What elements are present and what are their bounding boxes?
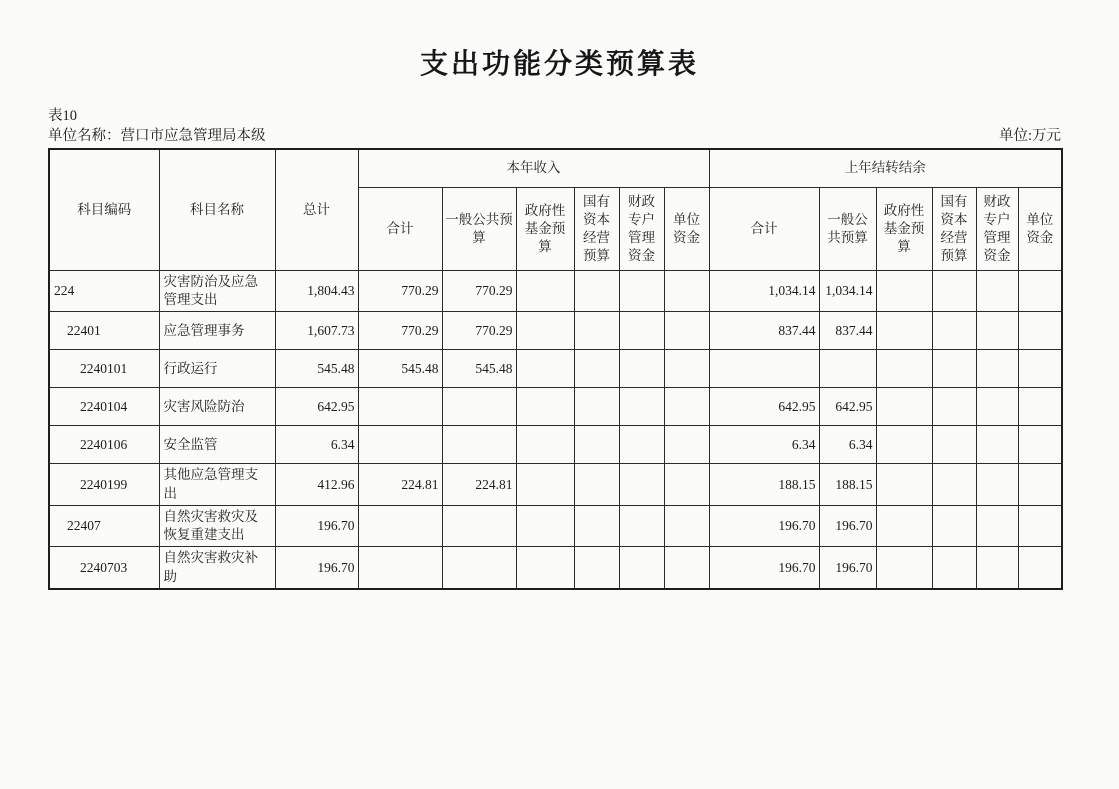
header-current-gov-fund-budget: 政府性基金预算: [516, 188, 574, 271]
header-group-prior-year-carryover: 上年结转结余: [709, 149, 1062, 188]
value-cell: 6.34: [709, 426, 819, 464]
value-cell: 545.48: [275, 350, 358, 388]
document-title: 支出功能分类预算表: [419, 49, 699, 80]
value-cell: [619, 426, 664, 464]
subject-code-cell: 2240104: [49, 388, 159, 426]
value-cell: [442, 388, 516, 426]
value-cell: [1018, 388, 1062, 426]
value-cell: [664, 350, 709, 388]
subject-code-cell: 22407: [49, 505, 159, 546]
value-cell: [1018, 547, 1062, 589]
value-cell: [442, 505, 516, 546]
value-cell: [574, 350, 619, 388]
subject-name-cell: 行政运行: [159, 350, 275, 388]
value-cell: 188.15: [819, 464, 876, 505]
value-cell: [819, 350, 876, 388]
value-cell: 412.96: [275, 464, 358, 505]
table-row: [49, 464, 1062, 505]
value-cell: [619, 505, 664, 546]
value-cell: 642.95: [709, 388, 819, 426]
value-cell: 196.70: [275, 505, 358, 546]
value-cell: [516, 426, 574, 464]
header-current-state-capital-budget: 国有资本经营预算: [574, 188, 619, 271]
header-carryover-unit-funds: 单位资金: [1018, 188, 1062, 271]
header-current-fiscal-account-funds: 财政专户管理资金: [619, 188, 664, 271]
value-cell: [1018, 426, 1062, 464]
value-cell: 1,034.14: [819, 271, 876, 312]
value-cell: [574, 312, 619, 350]
value-cell: [358, 426, 442, 464]
value-cell: [664, 426, 709, 464]
value-cell: [932, 271, 976, 312]
value-cell: [1018, 505, 1062, 546]
value-cell: [619, 388, 664, 426]
value-cell: [1018, 464, 1062, 505]
value-cell: [619, 350, 664, 388]
value-cell: 224.81: [442, 464, 516, 505]
header-current-general-public-budget: 一般公共预算: [442, 188, 516, 271]
value-cell: [664, 271, 709, 312]
table-row: [49, 350, 1062, 388]
value-cell: [664, 464, 709, 505]
currency-unit-label: 单位:万元: [998, 128, 1061, 144]
subject-name-cell: 其他应急管理支出: [159, 464, 275, 505]
value-cell: [664, 547, 709, 589]
value-cell: [516, 547, 574, 589]
header-group-current-year-income: 本年收入: [358, 149, 709, 188]
value-cell: 224.81: [358, 464, 442, 505]
budget-table: [48, 148, 1063, 590]
header-carryover-gov-fund-budget: 政府性基金预算: [876, 188, 932, 271]
value-cell: 1,607.73: [275, 312, 358, 350]
value-cell: [516, 464, 574, 505]
subject-name-cell: 灾害防治及应急管理支出: [159, 271, 275, 312]
value-cell: 1,034.14: [709, 271, 819, 312]
value-cell: 545.48: [358, 350, 442, 388]
subject-code-cell: 2240199: [49, 464, 159, 505]
value-cell: [876, 388, 932, 426]
value-cell: 642.95: [275, 388, 358, 426]
value-cell: 770.29: [442, 271, 516, 312]
value-cell: [976, 312, 1018, 350]
value-cell: [932, 312, 976, 350]
value-cell: [976, 388, 1018, 426]
value-cell: [574, 426, 619, 464]
header-subject-name: 科目名称: [159, 149, 275, 271]
subject-name-cell: 自然灾害救灾补助: [159, 547, 275, 589]
table-row: [49, 547, 1062, 589]
value-cell: [619, 271, 664, 312]
value-cell: [516, 312, 574, 350]
value-cell: [876, 426, 932, 464]
value-cell: [516, 505, 574, 546]
value-cell: [876, 271, 932, 312]
header-carryover-state-capital-budget: 国有资本经营预算: [932, 188, 976, 271]
value-cell: [876, 464, 932, 505]
table-row: [49, 312, 1062, 350]
value-cell: [976, 350, 1018, 388]
value-cell: [574, 271, 619, 312]
value-cell: 642.95: [819, 388, 876, 426]
budget-table-body: [49, 271, 1062, 589]
value-cell: 770.29: [358, 271, 442, 312]
value-cell: [516, 271, 574, 312]
header-grand-total: 总计: [275, 149, 358, 271]
value-cell: 770.29: [358, 312, 442, 350]
value-cell: [876, 312, 932, 350]
subject-name-cell: 应急管理事务: [159, 312, 275, 350]
value-cell: 196.70: [819, 547, 876, 589]
value-cell: 837.44: [819, 312, 876, 350]
header-carryover-general-public-budget: 一般公共预算: [819, 188, 876, 271]
value-cell: [358, 388, 442, 426]
table-number-label: 表10: [48, 108, 77, 124]
header-current-subtotal: 合计: [358, 188, 442, 271]
value-cell: [358, 505, 442, 546]
value-cell: 196.70: [709, 505, 819, 546]
value-cell: [932, 547, 976, 589]
value-cell: [574, 505, 619, 546]
value-cell: 545.48: [442, 350, 516, 388]
subject-name-cell: 安全监管: [159, 426, 275, 464]
subject-name-cell: 自然灾害救灾及恢复重建支出: [159, 505, 275, 546]
value-cell: 188.15: [709, 464, 819, 505]
value-cell: [619, 547, 664, 589]
subject-code-cell: 224: [49, 271, 159, 312]
value-cell: [574, 547, 619, 589]
table-row: [49, 388, 1062, 426]
value-cell: [932, 426, 976, 464]
value-cell: [1018, 350, 1062, 388]
value-cell: 6.34: [275, 426, 358, 464]
value-cell: [619, 312, 664, 350]
value-cell: [876, 350, 932, 388]
value-cell: [358, 547, 442, 589]
header-current-unit-funds: 单位资金: [664, 188, 709, 271]
value-cell: [664, 388, 709, 426]
value-cell: 1,804.43: [275, 271, 358, 312]
subject-code-cell: 2240106: [49, 426, 159, 464]
subject-code-cell: 22401: [49, 312, 159, 350]
value-cell: [516, 350, 574, 388]
table-row: [49, 505, 1062, 546]
value-cell: [1018, 271, 1062, 312]
value-cell: 196.70: [709, 547, 819, 589]
value-cell: 196.70: [275, 547, 358, 589]
unit-name-label: 单位名称：营口市应急管理局本级: [48, 128, 266, 144]
value-cell: [976, 426, 1018, 464]
subject-code-cell: 2240101: [49, 350, 159, 388]
value-cell: 6.34: [819, 426, 876, 464]
subject-code-cell: 2240703: [49, 547, 159, 589]
value-cell: [876, 547, 932, 589]
value-cell: [442, 547, 516, 589]
table-row: [49, 271, 1062, 312]
header-subject-code: 科目编码: [49, 149, 159, 271]
value-cell: [1018, 312, 1062, 350]
value-cell: 770.29: [442, 312, 516, 350]
value-cell: [516, 388, 574, 426]
value-cell: [976, 271, 1018, 312]
header-carryover-subtotal: 合计: [709, 188, 819, 271]
table-row: [49, 426, 1062, 464]
value-cell: [976, 547, 1018, 589]
value-cell: [876, 505, 932, 546]
value-cell: [574, 388, 619, 426]
value-cell: [932, 350, 976, 388]
value-cell: [976, 464, 1018, 505]
value-cell: [932, 464, 976, 505]
value-cell: [442, 426, 516, 464]
subject-name-cell: 灾害风险防治: [159, 388, 275, 426]
value-cell: 837.44: [709, 312, 819, 350]
value-cell: [619, 464, 664, 505]
value-cell: [976, 505, 1018, 546]
value-cell: 196.70: [819, 505, 876, 546]
value-cell: [664, 312, 709, 350]
value-cell: [574, 464, 619, 505]
header-carryover-fiscal-account-funds: 财政专户管理资金: [976, 188, 1018, 271]
value-cell: [932, 505, 976, 546]
value-cell: [709, 350, 819, 388]
value-cell: [664, 505, 709, 546]
value-cell: [932, 388, 976, 426]
